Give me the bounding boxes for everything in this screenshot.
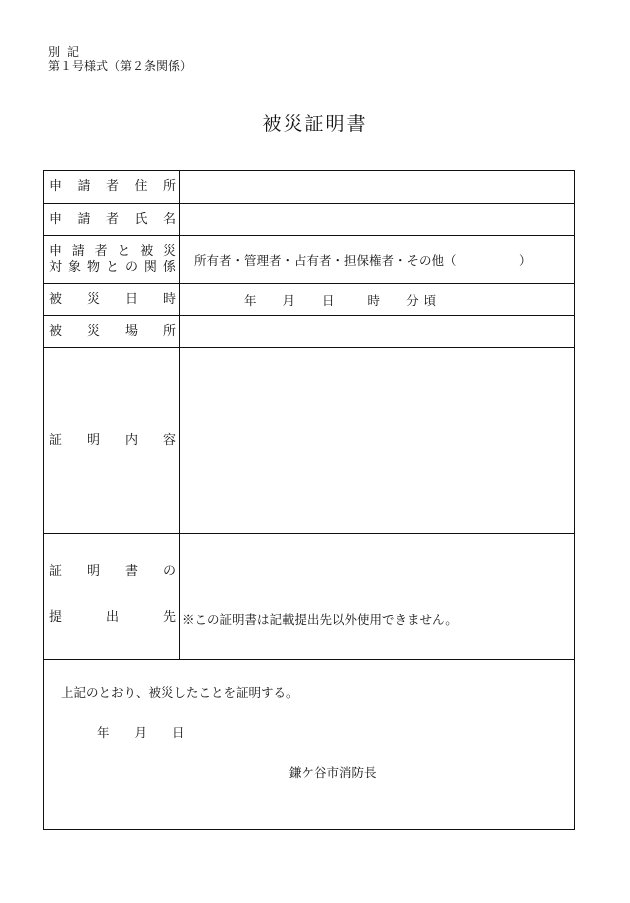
certificate-form-table	[43, 170, 575, 830]
label-disaster-datetime: 被 災 日 時	[49, 291, 176, 307]
minute-label: 分	[406, 292, 419, 308]
applicant-name-field[interactable]	[180, 204, 574, 235]
cert-day-label: 日	[172, 725, 185, 740]
cert-year-label: 年	[97, 725, 110, 740]
row-divider	[44, 533, 574, 534]
label-applicant-name: 申 請 者 氏 名	[49, 211, 176, 227]
recipient-note: ※この証明書は記載提出先以外使用できません。	[182, 612, 458, 627]
month-label: 月	[282, 292, 296, 308]
cert-month-label: 月	[134, 725, 148, 740]
label-recipient-line-1: 証 明 書 の	[49, 564, 176, 579]
approx-label: 頃	[423, 292, 437, 308]
label-recipient-line-2: 提 出 先	[49, 610, 176, 625]
label-relation: 申 請 者 と 被 災 対 象 物 と の 関 係	[49, 243, 176, 275]
document-title: 被災証明書	[262, 113, 368, 135]
label-certification-content: 証 明 内 容	[49, 432, 176, 448]
form-number: 第１号様式（第２条関係）	[48, 59, 193, 73]
issuer-name: 鎌ケ谷市消防長	[289, 765, 377, 780]
certification-statement: 上記のとおり、被災したことを証明する。	[61, 685, 299, 700]
hour-label: 時	[367, 292, 381, 308]
disaster-datetime-field[interactable]	[180, 284, 574, 315]
label-disaster-place: 被 災 場 所	[49, 323, 176, 339]
appendix-label: 別記	[48, 45, 87, 59]
applicant-address-field[interactable]	[180, 171, 574, 203]
row-divider	[44, 659, 574, 660]
label-applicant-address: 申 請 者 住 所	[49, 179, 176, 194]
year-label: 年	[244, 292, 257, 308]
day-label: 日	[322, 292, 335, 308]
certification-content-field[interactable]	[180, 348, 574, 533]
disaster-place-field[interactable]	[180, 316, 574, 347]
certification-date	[97, 723, 185, 741]
relation-options: 所有者・管理者・占有者・担保権者・その他（ ）	[194, 252, 532, 268]
